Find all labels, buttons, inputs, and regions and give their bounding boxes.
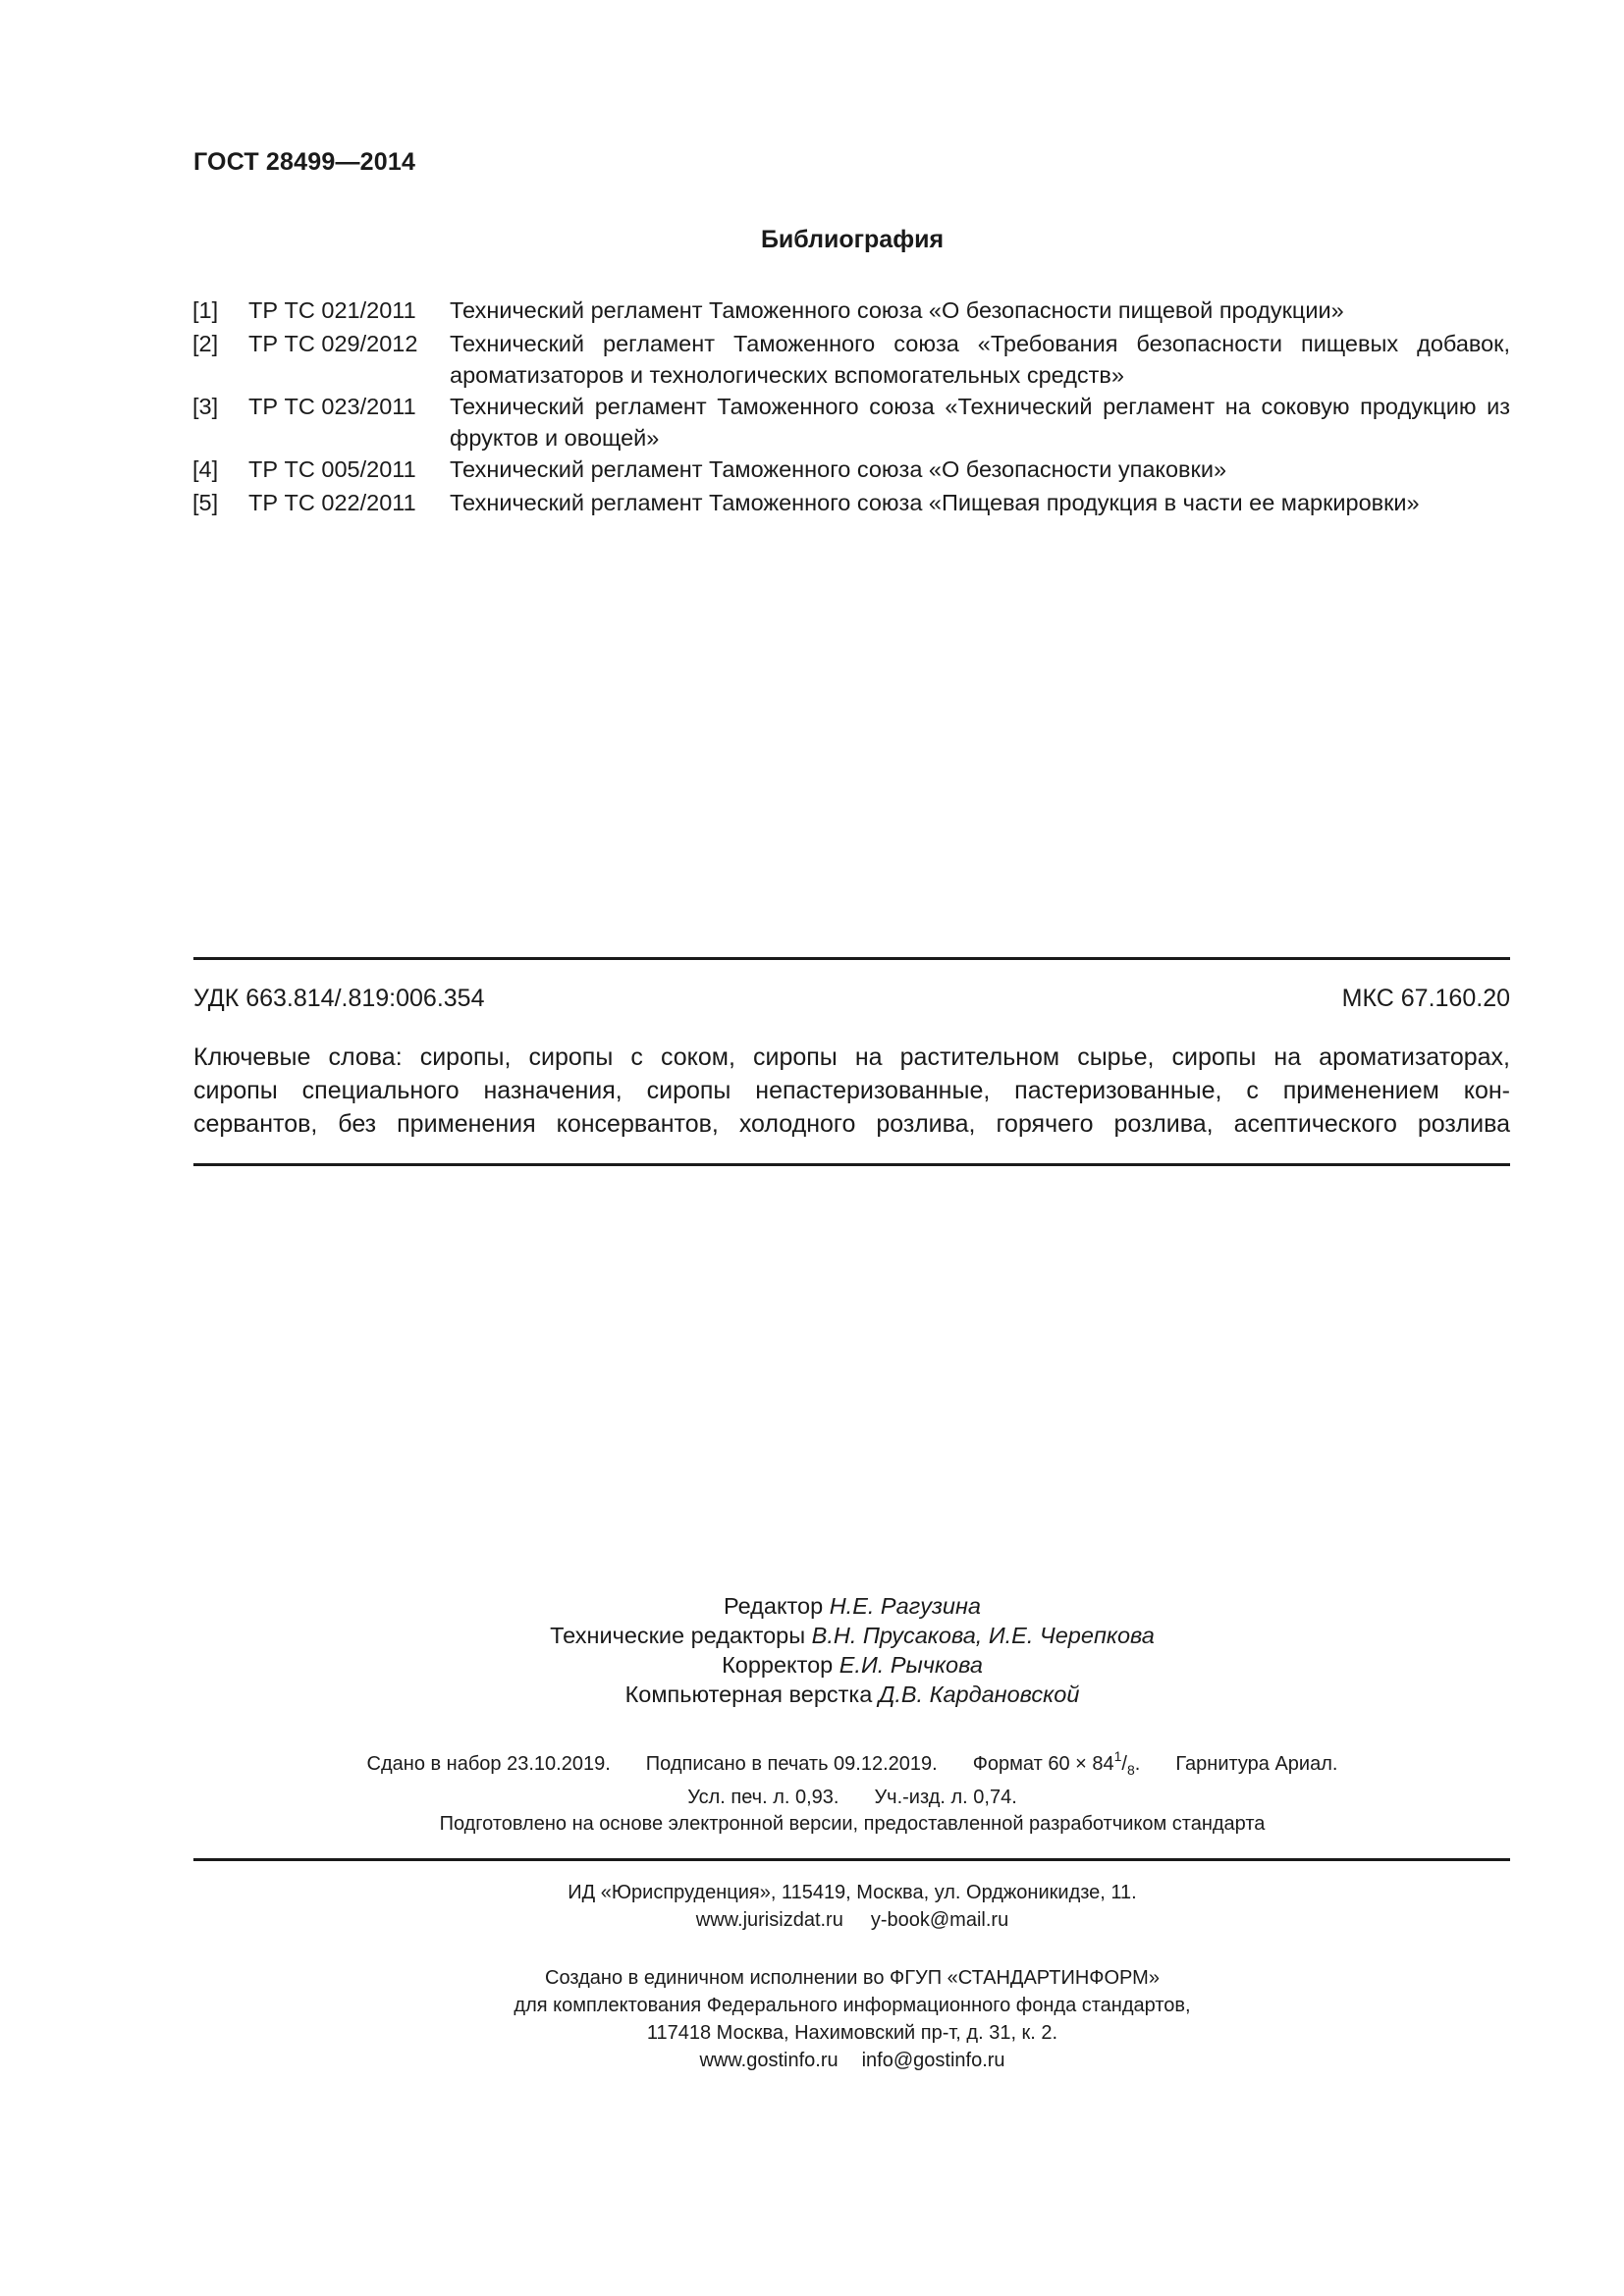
credit-label: Технические редакторы [550,1623,806,1648]
bibliography-code: ТР ТС 029/2012 [248,331,418,356]
created-contacts [0,2047,1624,2074]
created-address: 117418 Москва, Нахимовский пр-т, д. 31, к. 2. [646,2022,1058,2044]
bibliography-number: [4] [192,456,219,482]
divider-rule [193,1163,1510,1166]
bibliography-code: ТР ТС 023/2011 [248,394,416,419]
gostinfo-email-link[interactable]: info@gostinfo.ru [861,2050,1005,2071]
credits-block [0,1591,1624,1709]
typeface: Гарнитура Ариал. [1175,1753,1338,1775]
keywords-line: сервантов, без применения консервантов, холодного розлива, горячего розлива, асептического розлива [193,1110,1510,1138]
publisher-site-link[interactable]: www.jurisizdat.ru [695,1909,843,1931]
credit-editor [0,1591,1624,1621]
credit-corrector [0,1650,1624,1680]
mks-code: МКС 67.160.20 [1341,985,1510,1012]
bibliography-title: Библиография [760,226,945,253]
keywords-line: сиропы специального назначения, сиропы непастеризованные, пастеризованные, с применением кон- [193,1077,1510,1104]
bibliography-code: ТР ТС 022/2011 [248,490,416,515]
publisher-address: ИД «Юриспруденция», 115419, Москва, ул. Орджоникидзе, 11. [568,1882,1137,1903]
pub-sheets: Уч.-изд. л. 0,74. [874,1787,1017,1808]
udk-code: УДК 663.814/.819:006.354 [193,985,485,1012]
bibliography-text: Технический регламент Таможенного союза «Пищевая продукция в части ее маркировки» [450,490,1420,515]
bibliography-code: ТР ТС 005/2011 [248,456,416,482]
credit-label: Корректор [722,1652,834,1678]
divider-rule [193,957,1510,960]
bibliography-text: Технический регламент Таможенного союза «О безопасности пищевой продукции» [450,297,1344,323]
credit-person: Д.В. Кардановской [878,1682,1080,1707]
credit-tech-editors [0,1621,1624,1650]
credit-label: Компьютерная верстка [624,1682,873,1707]
credit-person: В.Н. Прусакова, И.Е. Черепкова [811,1623,1155,1648]
bibliography-code: ТР ТС 021/2011 [248,297,416,323]
created-line: для комплектования Федерального информационного фонда стандартов, [514,1995,1191,2016]
credit-label: Редактор [723,1593,824,1619]
print-sheets: Усл. печ. л. 0,93. [687,1787,839,1808]
prepared-note: Подготовлено на основе электронной версии, предоставленной разработчиком стандарта [439,1813,1266,1835]
created-block [0,1964,1624,2074]
signed-date: Подписано в печать 09.12.2019. [645,1753,938,1775]
bibliography-text: Технический регламент Таможенного союза «Технический регламент на соковую продукцию из фруктов и овощей» [450,394,1510,451]
publisher-email-link[interactable]: y-book@mail.ru [870,1909,1009,1931]
credit-person: Н.Е. Рагузина [829,1593,981,1619]
bibliography-number: [5] [192,490,219,515]
created-line: Создано в единичном исполнении во ФГУП «СТАНДАРТИНФОРМ» [545,1967,1160,1989]
divider-rule [193,1858,1510,1861]
publisher-block [0,1879,1624,1934]
page-header-standard: ГОСТ 28499—2014 [193,148,416,176]
bibliography-text: Технический регламент Таможенного союза «О безопасности упаковки» [450,456,1227,482]
print-format: Формат $60 \times 84^1/_8$. [972,1748,1141,1778]
publisher-contacts [0,1906,1624,1934]
credit-layout [0,1680,1624,1709]
keywords-block [193,1041,1510,1141]
bibliography-text: Технический регламент Таможенного союза «Требования безопасности пищевых добавок, ароматизаторов и технологических вспомогательных средств» [450,331,1510,388]
keywords-line: Ключевые слова: сиропы, сиропы с соком, сиропы на растительном сырье, сиропы на ароматизаторах, [193,1043,1510,1071]
credit-person: Е.И. Рычкова [839,1652,983,1678]
bibliography-number: [2] [192,331,219,356]
bibliography-number: [3] [192,394,219,419]
gostinfo-site-link[interactable]: www.gostinfo.ru [699,2050,839,2071]
bibliography-number: [1] [192,297,219,323]
print-info-block [0,1742,1624,1811]
print-info-line [0,1742,1624,1784]
print-sheets-line [0,1784,1624,1811]
submitted-date: Сдано в набор 23.10.2019. [366,1753,611,1775]
